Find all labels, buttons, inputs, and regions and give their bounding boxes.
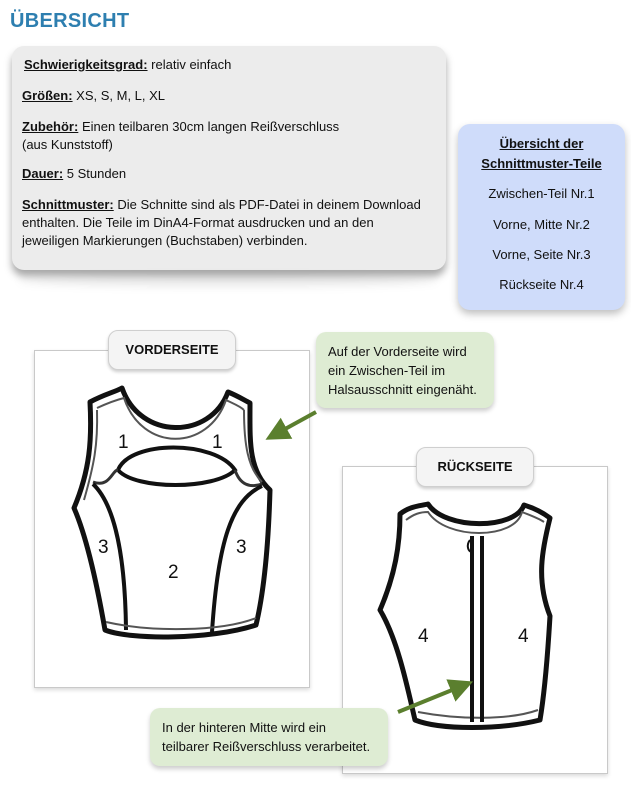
back-number-4-left: 4 [418, 626, 429, 647]
pattern-label: Schnittmuster: [22, 197, 114, 212]
back-label: RÜCKSEITE [416, 447, 534, 487]
supplies-label: Zubehör: [22, 119, 79, 134]
back-note-line2: teilbarer Reißverschluss verarbeitet. [162, 739, 371, 754]
front-arrow-icon [276, 412, 316, 434]
front-number-3-left: 3 [98, 537, 109, 558]
sizes-label: Größen: [22, 88, 73, 103]
back-note-line1: In der hinteren Mitte wird ein [162, 720, 327, 735]
front-note-line3: Halsausschnitt eingenäht. [328, 382, 477, 397]
front-number-2: 2 [168, 562, 179, 583]
difficulty-label: Schwierigkeitsgrad: [24, 57, 148, 72]
front-number-1-right: 1 [212, 432, 223, 453]
front-note-line2: ein Zwischen-Teil im [328, 363, 446, 378]
back-arrow-icon [398, 686, 462, 712]
difficulty-value: relativ einfach [147, 57, 232, 72]
front-label: VORDERSEITE [108, 330, 236, 370]
supplies-value-2: (aus Kunststoff) [22, 137, 113, 152]
parts-item: Rückseite Nr.4 [499, 277, 584, 292]
duration-label: Dauer: [22, 166, 64, 181]
parts-title-line2: Schnittmuster-Teile [481, 156, 602, 171]
pattern-value: Die Schnitte sind als PDF-Datei in deinem Download [113, 197, 421, 212]
sizes-value: XS, S, M, L, XL [72, 88, 166, 103]
parts-item: Vorne, Seite Nr.3 [492, 247, 591, 262]
front-number-1-left: 1 [118, 432, 129, 453]
pattern-value-3: jeweiligen Markierungen (Buchstaben) verbinden. [22, 233, 308, 248]
front-note-line1: Auf der Vorderseite wird [328, 344, 467, 359]
parts-item: Vorne, Mitte Nr.2 [493, 217, 590, 232]
pattern-value-2: enthalten. Die Teile im DinA4-Format ausdrucken und an den [22, 215, 374, 230]
parts-title-line1: Übersicht der [499, 136, 584, 151]
parts-item: Zwischen-Teil Nr.1 [488, 186, 595, 201]
duration-value: 5 Stunden [63, 166, 127, 181]
back-number-4-right: 4 [518, 626, 529, 647]
front-number-3-right: 3 [236, 537, 247, 558]
supplies-value: Einen teilbaren 30cm langen Reißverschluss [78, 119, 340, 134]
page-title: ÜBERSICHT [10, 10, 130, 32]
